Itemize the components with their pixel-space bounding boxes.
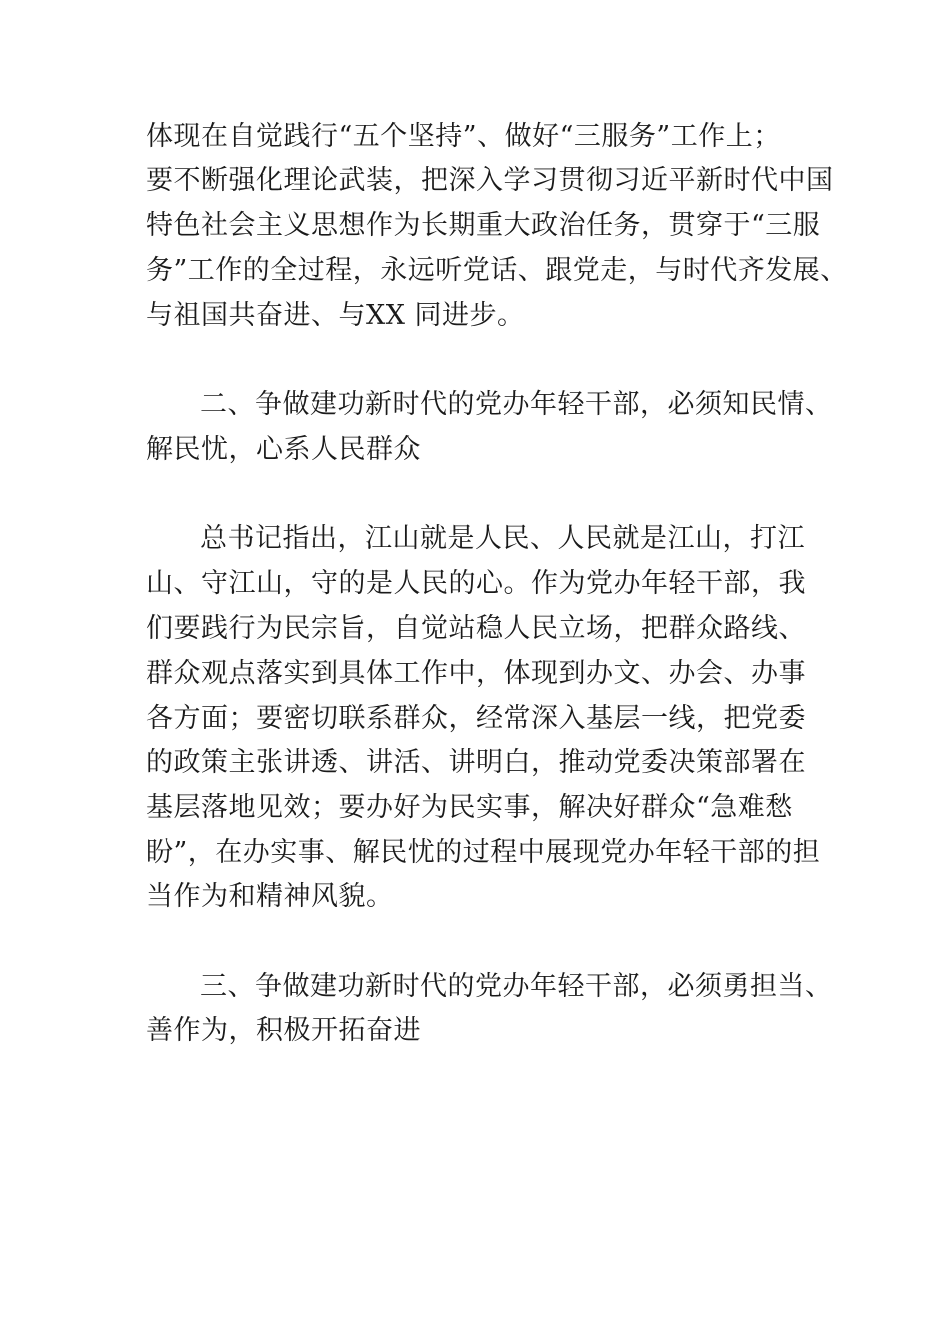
heading-line: 善作为，积极开拓奋进 (146, 1015, 421, 1046)
text-line: 要不断强化理论武装，把深入学习贯彻习近平新时代中国 (146, 165, 834, 196)
heading-line: 解民忧，心系人民群众 (146, 434, 421, 465)
text-line: 盼”，在办实事、解民忧的过程中展现党办年轻干部的担 (146, 837, 821, 868)
text-line: 特色社会主义思想作为长期重大政治任务，贯穿于“三服 (146, 210, 821, 241)
text-line: 群众观点落实到具体工作中，体现到办文、办会、办事 (146, 658, 806, 689)
text-line: 们要践行为民宗旨，自觉站稳人民立场，把群众路线、 (146, 613, 806, 644)
text-line: 各方面；要密切联系群众，经常深入基层一线，把党委 (146, 703, 806, 734)
text-line: 与祖国共奋进、与XX 同进步。 (146, 300, 525, 331)
text-line: 山、守江山，守的是人民的心。作为党办年轻干部，我 (146, 568, 806, 599)
text-line: 当作为和精神风貌。 (146, 881, 394, 912)
heading-line: 二、争做建功新时代的党办年轻干部，必须知民情、 (200, 389, 833, 420)
text-line: 总书记指出，江山就是人民、人民就是江山，打江 (200, 523, 805, 554)
text-line: 体现在自觉践行“五个坚持”、做好“三服务”工作上； (146, 121, 781, 152)
text-line: 基层落地见效；要办好为民实事，解决好群众“急难愁 (146, 792, 793, 823)
text-line: 务”工作的全过程，永远听党话、跟党走，与时代齐发展、 (146, 255, 848, 286)
text-line: 的政策主张讲透、讲活、讲明白，推动党委决策部署在 (146, 747, 806, 778)
heading-line: 三、争做建功新时代的党办年轻干部，必须勇担当、 (200, 971, 833, 1002)
